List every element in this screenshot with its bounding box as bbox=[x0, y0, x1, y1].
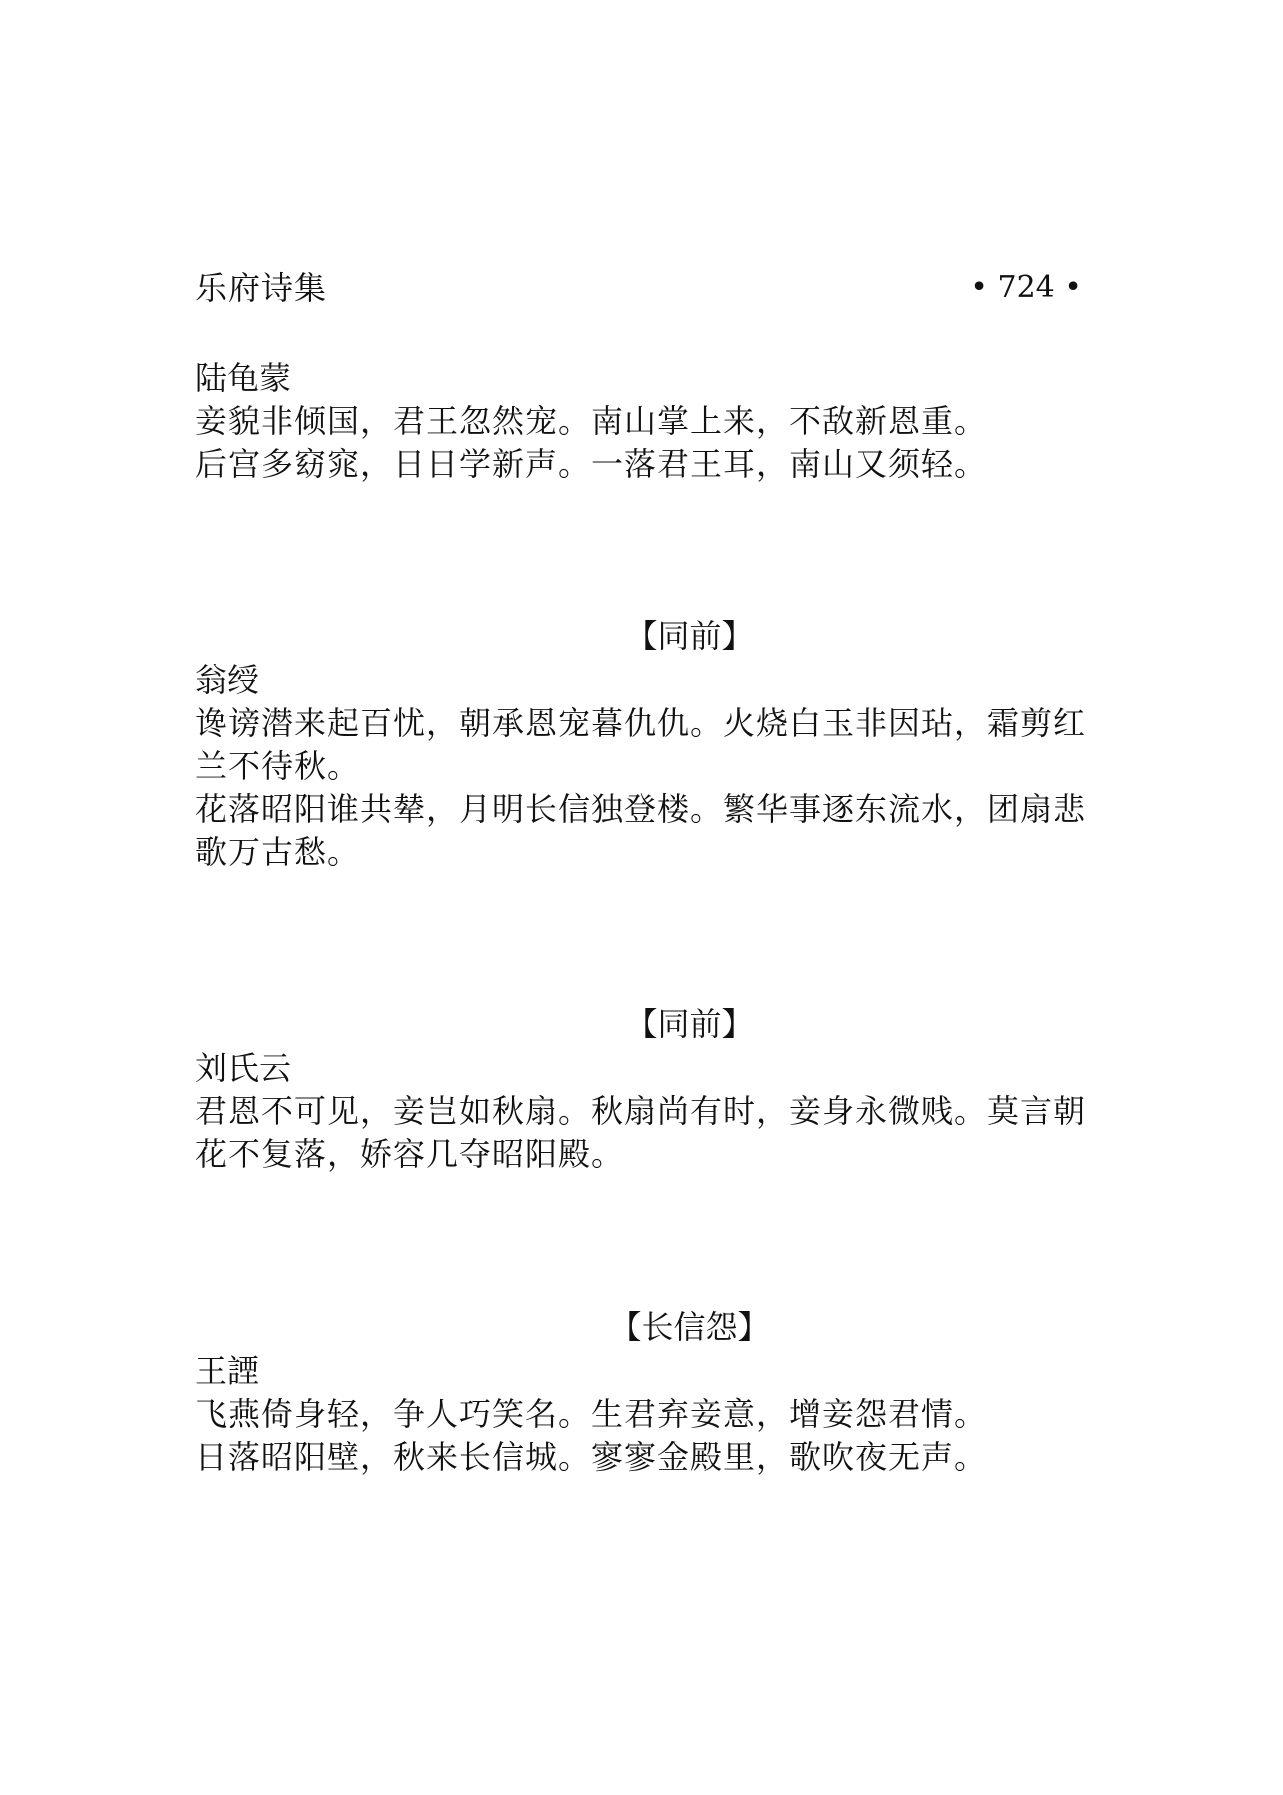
poem-author: 陆龟蒙 bbox=[195, 359, 292, 397]
poem-verse: 飞燕倚身轻，争人巧笑名。生君弃妾意，增妾怨君情。 bbox=[195, 1395, 988, 1433]
poem-section bbox=[195, 1002, 1088, 1176]
poem-author: 翁绶 bbox=[195, 661, 260, 699]
poem-section bbox=[195, 614, 1088, 874]
poem-section bbox=[195, 1305, 1088, 1479]
poem-author: 刘氏云 bbox=[195, 1049, 292, 1087]
poem-title: 【同前】 bbox=[625, 617, 754, 655]
book-title: 乐府诗集 bbox=[195, 269, 328, 307]
poem-verse: 后宫多窈窕，日日学新声。一落君王耳，南山又须轻。 bbox=[195, 445, 988, 483]
poem-verse: 妾貌非倾国，君王忽然宠。南山掌上来，不敌新恩重。 bbox=[195, 402, 988, 440]
poem-title: 【同前】 bbox=[625, 1005, 754, 1043]
page-number: • 724 • bbox=[970, 270, 1082, 305]
poem-verse: 花落昭阳谁共辇，月明长信独登楼。繁华事逐东流水，团扇悲歌万古愁。 bbox=[195, 790, 1087, 871]
poem-author: 王諲 bbox=[195, 1352, 260, 1390]
poem-verse: 谗谤潜来起百忧，朝承恩宠暮仇仇。火烧白玉非因玷，霜剪红兰不待秋。 bbox=[195, 704, 1087, 785]
book-page bbox=[195, 0, 1088, 1795]
poem-verse: 君恩不可见，妾岂如秋扇。秋扇尚有时，妾身永微贱。莫言朝花不复落，娇容几夺昭阳殿。 bbox=[195, 1092, 1087, 1173]
page-header bbox=[195, 266, 1088, 310]
poem-verse: 日落昭阳壁，秋来长信城。寥寥金殿里，歌吹夜无声。 bbox=[195, 1438, 988, 1476]
poem-section bbox=[195, 356, 1088, 486]
poem-title: 【长信怨】 bbox=[609, 1308, 770, 1346]
